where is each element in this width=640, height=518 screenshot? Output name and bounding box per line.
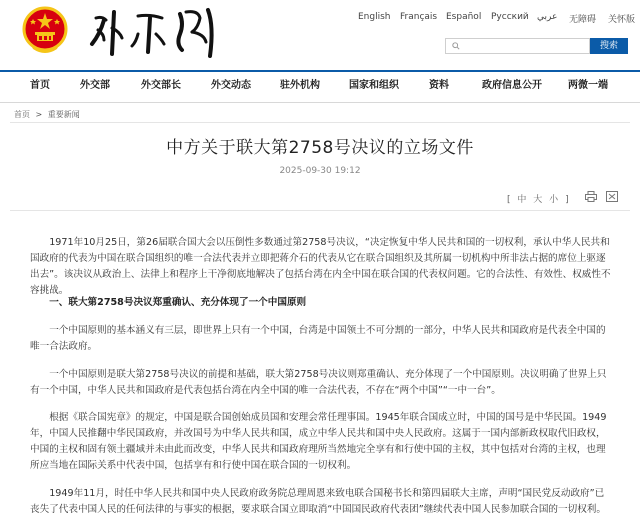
breadcrumb-current-link[interactable]: 重要新闻 xyxy=(47,110,80,119)
article-paragraph-1: 1971年10月25日，第26届联合国大会以压倒性多数通过第2758号决议，“决定恢复中华人民共和国的一切权利，承认中华人民共和国政府的代表为中国在联合国组织的唯一合法代表并立即把蒋介石的代表从它在联合国组织及其所属一切机构中所非法占据的席位上驱逐出去”。该决议从政治上、法律上和程序上干净彻底地解决了包括台湾在内全中国在联合国的代表权问题。它的合法性、有效性、权威性不容挑战。 xyxy=(30,237,611,296)
article-tools xyxy=(0,190,640,206)
article-paragraph-4: 根据《联合国宪章》的规定，中国是联合国创始成员国和安理会常任理事国。1945年联合国成立时，中国的国号是中华民国。1949年，中国人民推翻中华民国政府，并改国号为中华人民共和国，成立中华人民共和国中央人民政府。这属于一国内部新政权取代旧政权，中国的主权和固有领土疆域并未由此而改变，中华人民共和国政府理所当然地完全享有和行使中国的主权，其中包括对台湾的主权，也理所应当地在国际关系中代表中国，包括享有和行使中国在联合国的一切权利。 xyxy=(30,412,607,471)
nav-item-missions-abroad[interactable]: 驻外机构 xyxy=(280,80,320,91)
language-bar xyxy=(0,12,640,26)
breadcrumb-divider xyxy=(10,122,630,123)
article-section-heading-1: 一、联大第2758号决议郑重确认、充分体现了一个中国原则 xyxy=(49,297,307,308)
lang-spanish-link[interactable]: Español xyxy=(446,12,482,22)
nav-item-diplomatic-news[interactable]: 外交动态 xyxy=(211,80,251,91)
article-date: 2025-09-30 19:12 xyxy=(279,166,361,176)
nav-item-resources[interactable]: 资料 xyxy=(429,80,449,91)
search-input[interactable] xyxy=(445,38,590,54)
nav-item-home[interactable]: 首页 xyxy=(30,80,50,91)
search-button[interactable]: 搜索 xyxy=(590,38,628,54)
site-header xyxy=(0,0,640,70)
tools-divider xyxy=(10,210,630,211)
breadcrumb-separator: > xyxy=(35,110,43,119)
lang-english-link[interactable]: English xyxy=(358,12,391,22)
breadcrumb-home-link[interactable]: 首页 xyxy=(14,110,30,119)
print-icon[interactable] xyxy=(585,191,597,202)
article-paragraph-5: 1949年11月，时任中华人民共和国中央人民政府政务院总理周恩来致电联合国秘书长和第四届联大主席，声明“国民党反动政府”已丧失了代表中国人民的任何法律的与事实的根据，要求联合国立即取消“中国国民政府代表团”继续代表中国人民参加联合国的一切权利。 xyxy=(30,488,606,515)
nav-item-weibo-wechat-app[interactable]: 两微一端 xyxy=(568,80,608,91)
nav-item-ministry[interactable]: 外交部 xyxy=(80,80,110,91)
main-nav xyxy=(0,70,640,103)
lang-arabic-link[interactable]: عربي xyxy=(537,12,558,22)
close-window-icon[interactable] xyxy=(606,191,618,202)
article-paragraph-2: 一个中国原则的基本涵义有三层，即世界上只有一个中国，台湾是中国领土不可分割的一部分，中华人民共和国政府是代表全中国的唯一合法政府。 xyxy=(30,325,606,352)
lang-french-link[interactable]: Français xyxy=(400,12,438,22)
article-title: 中方关于联大第2758号决议的立场文件 xyxy=(166,138,474,158)
nav-item-countries-organizations[interactable]: 国家和组织 xyxy=(349,80,399,91)
lang-russian-link[interactable]: Русский xyxy=(491,12,529,22)
font-size-small-link[interactable]: 小 xyxy=(549,195,559,205)
font-size-medium-link[interactable]: 大 xyxy=(533,195,543,205)
search-icon xyxy=(452,42,460,50)
font-size-bracket-close: ] xyxy=(565,195,569,205)
nav-item-minister[interactable]: 外交部长 xyxy=(141,80,181,91)
font-size-large-link[interactable]: 中 xyxy=(517,195,527,205)
elder-care-version-link[interactable]: 关怀版 xyxy=(608,15,636,25)
font-size-switcher xyxy=(505,192,571,205)
breadcrumb xyxy=(14,109,80,120)
accessibility-link[interactable]: 无障碍 xyxy=(569,15,597,25)
nav-item-information-disclosure[interactable]: 政府信息公开 xyxy=(482,80,542,91)
font-size-bracket-open: [ xyxy=(507,195,511,205)
article-paragraph-3: 一个中国原则是联大第2758号决议的前提和基础，联大第2758号决议则郑重确认、充分体现了一个中国原则。决议明确了世界上只有一个中国，中华人民共和国政府是代表包括台湾在内全中国的唯一合法代表，不存在“两个中国”“一中一台”。 xyxy=(30,369,607,396)
